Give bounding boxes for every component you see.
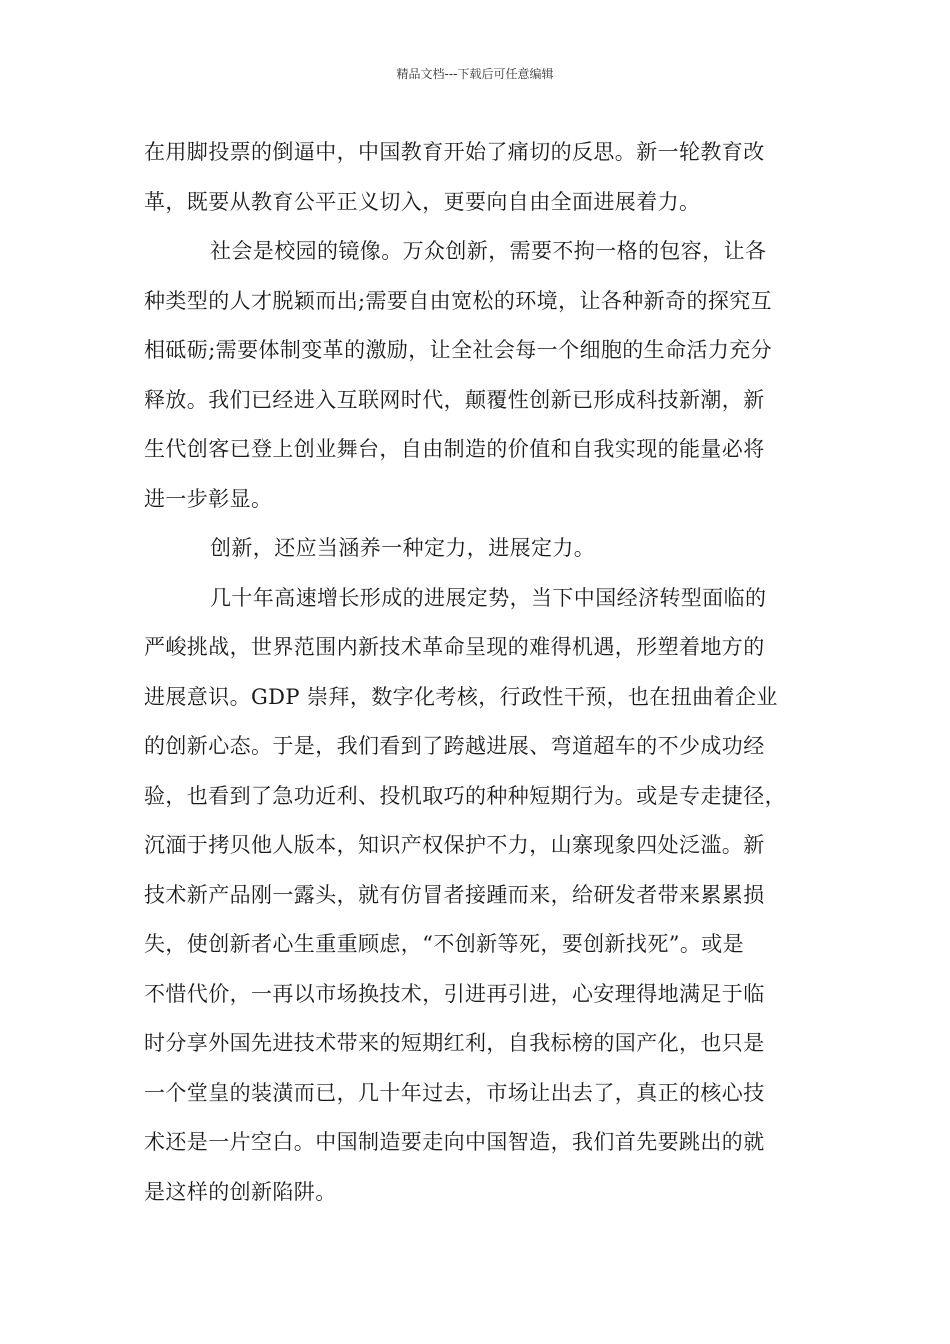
text-line: 在用脚投票的倒逼中，中国教育开始了痛切的反思。新一轮教育改 [144,140,765,164]
text-line: 进展意识。GDP 崇拜，数字化考核，行政性干预，也在扭曲着企业 [144,684,778,709]
text-line: 不惜代价，一再以市场换技术，引进再引进，心安理得地满足于临 [144,981,765,1006]
text-line: 术还是一片空白。中国制造要走向中国智造，我们首先要跳出的就 [144,1130,765,1154]
text-line: 生代创客已登上创业舞台，自由制造的价值和自我实现的能量必将 [144,437,765,461]
document-body [144,128,810,1217]
text-line: 创新，还应当涵养一种定力，进展定力。 [210,536,596,560]
text-line: 验，也看到了急功近利、投机取巧的种种短期行为。或是专走捷径， [144,783,786,808]
text-line: 释放。我们已经进入互联网时代，颠覆性创新已形成科技新潮，新 [144,387,765,412]
text-line: 失，使创新者心生重重顾虑，“不创新等死，要创新找死”。或是 [144,932,745,956]
text-line: 的创新心态。于是，我们看到了跨越进展、弯道超车的不少成功经 [144,734,765,758]
text-line: 革，既要从教育公平正义切入，更要向自由全面进展着力。 [144,189,701,214]
text-line: 几十年高速增长形成的进展定势，当下中国经济转型面临的 [210,585,767,610]
text-line: 种类型的人才脱颖而出;需要自由宽松的环境，让各种新奇的探究互 [144,288,773,313]
text-line: 时分享外国先进技术带来的短期红利，自我标榜的国产化，也只是 [144,1031,765,1055]
text-line: 一个堂皇的装潢而已，几十年过去，市场让出去了，真正的核心技 [144,1080,765,1105]
text-line: 进一步彰显。 [144,486,273,511]
text-line: 是这样的创新陷阱。 [144,1179,337,1204]
text-line: 社会是校园的镜像。万众创新，需要不拘一格的包容，让各 [210,239,767,263]
text-line: 严峻挑战，世界范围内新技术革命呈现的难得机遇，形塑着地方的 [144,635,765,659]
text-line: 技术新产品刚一露头，就有仿冒者接踵而来，给研发者带来累累损 [144,882,765,907]
text-line: 相砥砺;需要体制变革的激励，让全社会每一个细胞的生命活力充分 [144,338,773,362]
text-line: 沉湎于拷贝他人版本，知识产权保护不力，山寨现象四处泛滥。新 [144,833,765,857]
page-header: 精品文档---下载后可任意编辑 [396,67,554,81]
